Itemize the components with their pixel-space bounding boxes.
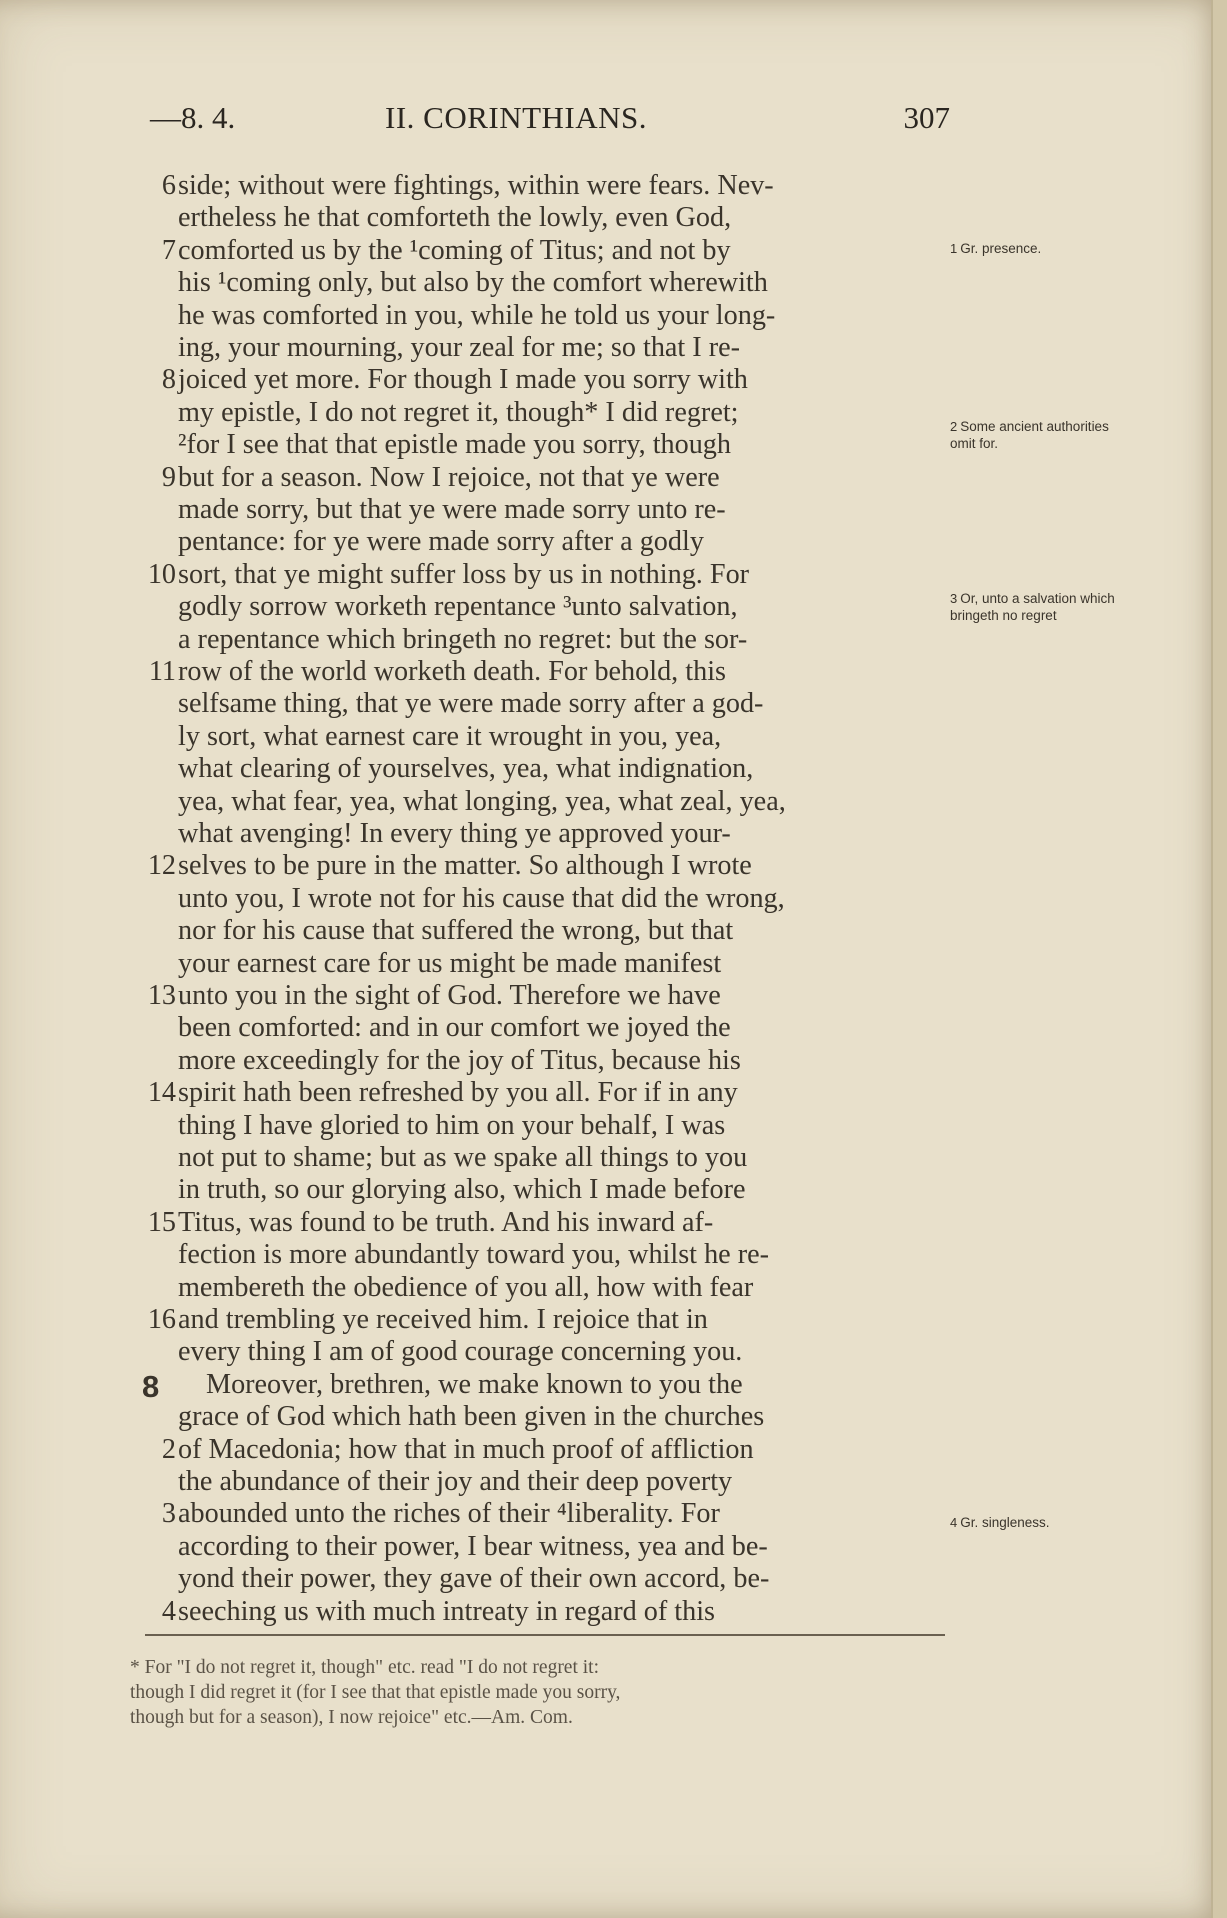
book-title: II. CORINTHIANS.: [385, 100, 648, 135]
line-text: a repentance which bringeth no regret: but the sor-: [178, 623, 748, 655]
text-line: [130, 1401, 950, 1433]
line-text: in truth, so our glorying also, which I made before: [178, 1174, 746, 1206]
footnote-line: though I did regret it (for I see that that epistle made you sorry,: [130, 1682, 621, 1703]
text-line: [130, 850, 950, 882]
line-text: ²for I see that that epistle made you sorry, though: [178, 429, 731, 461]
text-line: [130, 1142, 950, 1174]
line-text: made sorry, but that ye were made sorry unto re-: [178, 494, 726, 525]
line-text: nor for his cause that suffered the wrong, but that: [178, 915, 734, 947]
line-text: pentance: for ye were made sorry after a godly: [178, 526, 704, 558]
verse-number: 16: [147, 1304, 176, 1335]
line-text: he was comforted in you, while he told us your long-: [178, 299, 776, 331]
line-text: according to their power, I bear witness, yea and be-: [178, 1530, 768, 1562]
text-line: [130, 202, 950, 234]
text-line: [130, 1304, 950, 1336]
line-text: unto you, I wrote not for his cause that did the wrong,: [178, 882, 785, 914]
line-text: thing I have gloried to him on your behalf, I was: [178, 1109, 726, 1141]
line-text: not put to shame; but as we spake all things to you: [178, 1142, 748, 1173]
text-line: [130, 1272, 950, 1304]
text-line: [130, 494, 950, 526]
text-line: [130, 1239, 950, 1271]
line-text: row of the world worketh death. For behold, this: [178, 656, 726, 687]
line-text: unto you in the sight of God. Therefore we have: [178, 980, 721, 1011]
text-line: [130, 170, 950, 202]
line-text: selfsame thing, that ye were made sorry after a god-: [178, 688, 764, 720]
text-line: [130, 688, 950, 720]
text-line: [130, 235, 950, 267]
text-line: [130, 1434, 950, 1466]
line-text: seeching us with much intreaty in regard of this: [178, 1595, 715, 1627]
line-text: side; without were fightings, within were fears. Nev-: [178, 170, 774, 201]
verse-number: 3: [161, 1498, 176, 1530]
text-line: [130, 624, 950, 656]
text-line: [130, 591, 950, 623]
line-text: but for a season. Now I rejoice, not that ye were: [178, 461, 720, 493]
text-line: [130, 1336, 950, 1368]
text-line: [130, 429, 950, 461]
line-text: more exceedingly for the joy of Titus, because his: [178, 1044, 741, 1076]
text-line: [130, 267, 950, 299]
line-text: what clearing of yourselves, yea, what indignation,: [178, 753, 754, 785]
text-line: [130, 1110, 950, 1142]
line-text: sort, that ye might suffer loss by us in nothing. For: [178, 558, 750, 590]
verse-number: 12: [147, 850, 176, 882]
line-text: membereth the obedience of you all, how with fear: [178, 1271, 754, 1303]
line-text: been comforted: and in our comfort we joyed the: [178, 1012, 731, 1044]
text-line: [130, 1596, 950, 1628]
text-line: [130, 300, 950, 332]
verse-number: 13: [147, 980, 176, 1011]
text-line: [130, 786, 950, 818]
chapter-start-line: [130, 1368, 950, 1404]
text-line: [130, 332, 950, 364]
margin-note-3: 3 Or, unto a salvation which bringeth no regret: [950, 591, 1115, 623]
text-line: [130, 559, 950, 591]
text-line: [130, 462, 950, 494]
text-line: [130, 1077, 950, 1109]
verse-range: —8. 4.: [150, 100, 236, 135]
text-line: [130, 753, 950, 785]
text-line: [130, 818, 950, 850]
footnote-rule: [145, 1634, 945, 1636]
line-text: yond their power, they gave of their own accord, be-: [178, 1563, 770, 1595]
page-number: 307: [903, 100, 950, 135]
line-text: the abundance of their joy and their deep poverty: [178, 1466, 733, 1497]
line-text: grace of God which hath been given in the churches: [178, 1401, 765, 1433]
line-text: ing, your mourning, your zeal for me; so that I re-: [178, 332, 741, 363]
text-line: [130, 1531, 950, 1563]
verse-number: 11: [148, 656, 176, 687]
line-text: selves to be pure in the matter. So although I wrote: [178, 850, 752, 882]
line-text: joiced yet more. For though I made you sorry with: [178, 364, 748, 396]
text-line: [130, 883, 950, 915]
verse-number: 6: [161, 170, 176, 201]
line-text: Moreover, brethren, we make known to you the: [206, 1368, 743, 1400]
text-line: [130, 656, 950, 688]
page-edge: [1211, 0, 1227, 1918]
text-line: [130, 1174, 950, 1206]
line-text: what avenging! In every thing ye approved your-: [178, 818, 731, 849]
footnote: [130, 1655, 945, 1730]
line-text: godly sorrow worketh repentance ³unto salvation,: [178, 591, 738, 623]
text-line: [130, 980, 950, 1012]
line-text: ly sort, what earnest care it wrought in you, yea,: [178, 720, 722, 752]
verse-number: 9: [161, 461, 176, 493]
text-line: [130, 1207, 950, 1239]
line-text: spirit hath been refreshed by you all. For if in any: [178, 1077, 738, 1109]
verse-number: 7: [161, 234, 176, 266]
line-text: ertheless he that comforteth the lowly, even God,: [178, 202, 732, 234]
margin-note-2: 2 Some ancient authorities omit for.: [950, 419, 1109, 451]
text-line: [130, 1045, 950, 1077]
line-text: abounded unto the riches of their ⁴liberality. For: [178, 1498, 720, 1530]
text-line: [130, 721, 950, 753]
verse-number: 14: [147, 1077, 176, 1109]
margin-note-4: 4 Gr. singleness.: [950, 1515, 1050, 1530]
line-text: your earnest care for us might be made manifest: [178, 947, 722, 979]
running-header: [150, 100, 950, 140]
margin-note-1: 1 Gr. presence.: [950, 241, 1042, 256]
line-text: fection is more abundantly toward you, whilst he re-: [178, 1239, 770, 1271]
chapter-number: 8: [142, 1368, 160, 1404]
text-line: [130, 1498, 950, 1530]
text-line: [130, 1466, 950, 1498]
verse-number: 10: [147, 558, 176, 590]
text-line: [130, 1012, 950, 1044]
footnote-line: * For "I do not regret it, though" etc. read "I do not regret it:: [130, 1657, 600, 1678]
line-text: and trembling ye received him. I rejoice that in: [178, 1304, 708, 1335]
text-line: [130, 915, 950, 947]
line-text: his ¹coming only, but also by the comfort wherewith: [178, 267, 768, 299]
line-text: Titus, was found to be truth. And his inward af-: [178, 1206, 714, 1238]
line-text: every thing I am of good courage concerning you.: [178, 1336, 743, 1368]
text-line: [130, 397, 950, 429]
text-line: [130, 948, 950, 980]
text-line: [130, 364, 950, 396]
text-line: [130, 1563, 950, 1595]
text-line: [130, 526, 950, 558]
line-text: of Macedonia; how that in much proof of affliction: [178, 1433, 754, 1465]
verse-number: 8: [161, 364, 176, 396]
line-text: my epistle, I do not regret it, though* I did regret;: [178, 396, 739, 428]
verse-number: 2: [161, 1433, 176, 1465]
verse-number: 15: [147, 1206, 176, 1238]
footnote-line: though but for a season), I now rejoice" etc.—Am. Com.: [130, 1707, 573, 1728]
line-text: yea, what fear, yea, what longing, yea, what zeal, yea,: [178, 785, 786, 817]
line-text: comforted us by the ¹coming of Titus; and not by: [178, 234, 731, 266]
verse-number: 4: [161, 1595, 176, 1627]
